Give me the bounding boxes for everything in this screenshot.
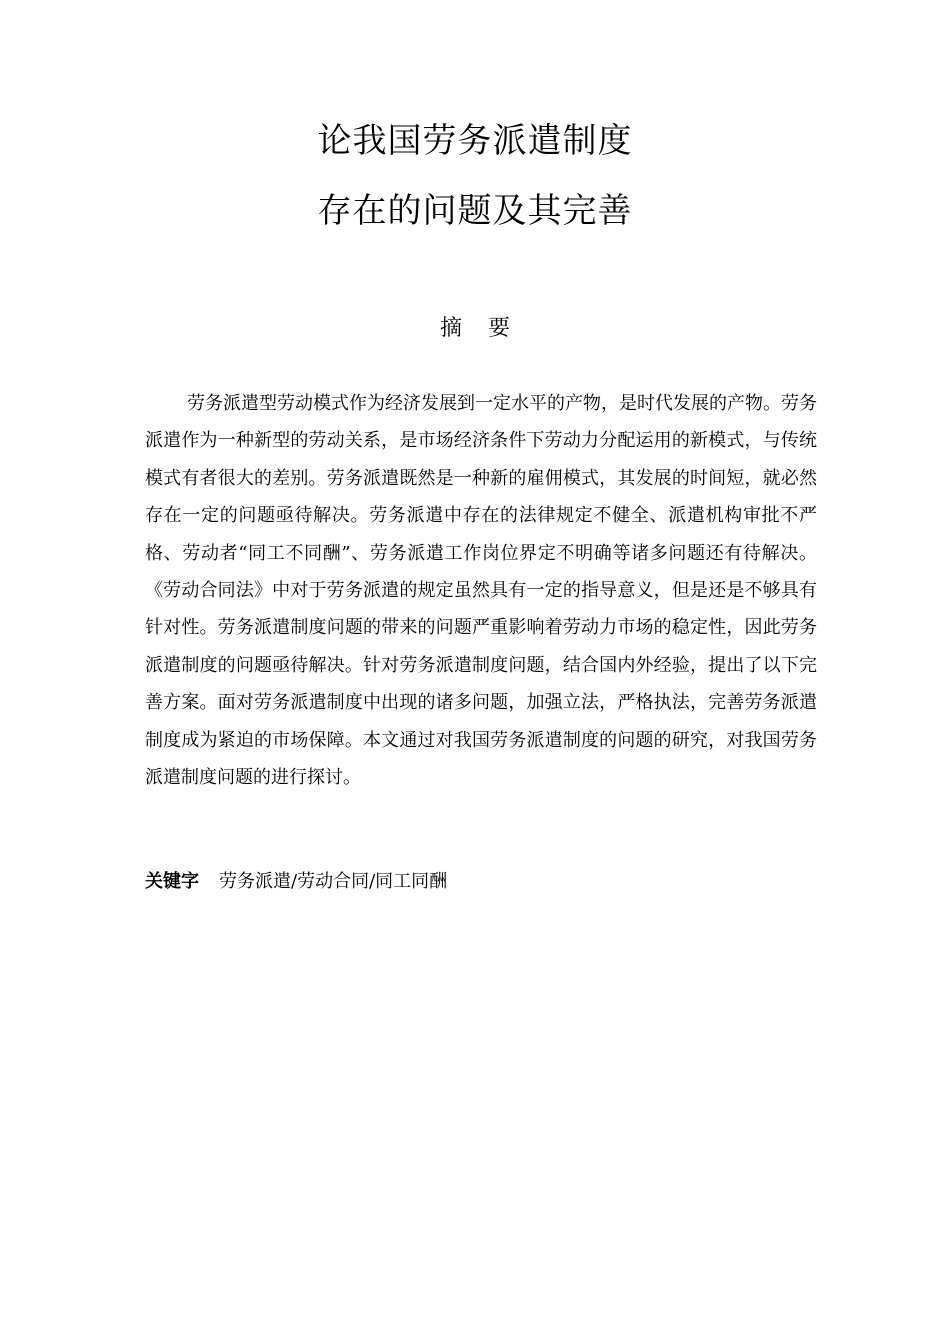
abstract-heading: 摘要 [439,316,536,341]
keywords-line [145,868,447,896]
keywords-label: 关键字 [145,871,199,892]
document-title-line-2: 存在的问题及其完善 [317,191,633,231]
document-title-line-1: 论我国劳务派遣制度 [317,121,633,161]
abstract-paragraph: 劳务派遣型劳动模式作为经济发展到一定水平的产物，是时代发展的产物。劳务派遣作为一种新型的劳动关系，是市场经济条件下劳动力分配运用的新模式，与传统模式有者很大的差别。劳务派遣既然是一种新的雇佣模式，其发展的时间短，就必然存在一定的问题亟待解决。劳务派遣中存在的法律规定不健全、派遣机构审批不严格、劳动者“同工不同酬”、劳务派遣工作岗位界定不明确等诸多问题还有待解决。《劳动合同法》中对于劳务派遣的规定虽然具有一定的指导意义，但是还是不够具有针对性。劳务派遣制度问题的带来的问题严重影响着劳动力市场的稳定性，因此劳务派遣制度的问题亟待解决。针对劳务派遣制度问题，结合国内外经验，提出了以下完善方案。面对劳务派遣制度中出现的诸多问题，加强立法，严格执法，完善劳务派遣制度成为紧迫的市场保障。本文通过对我国劳务派遣制度的问题的研究，对我国劳务派遣制度问题的进行探讨。 [145,393,817,789]
keywords-values: 劳务派遣/劳动合同/同工同酬 [219,871,448,892]
